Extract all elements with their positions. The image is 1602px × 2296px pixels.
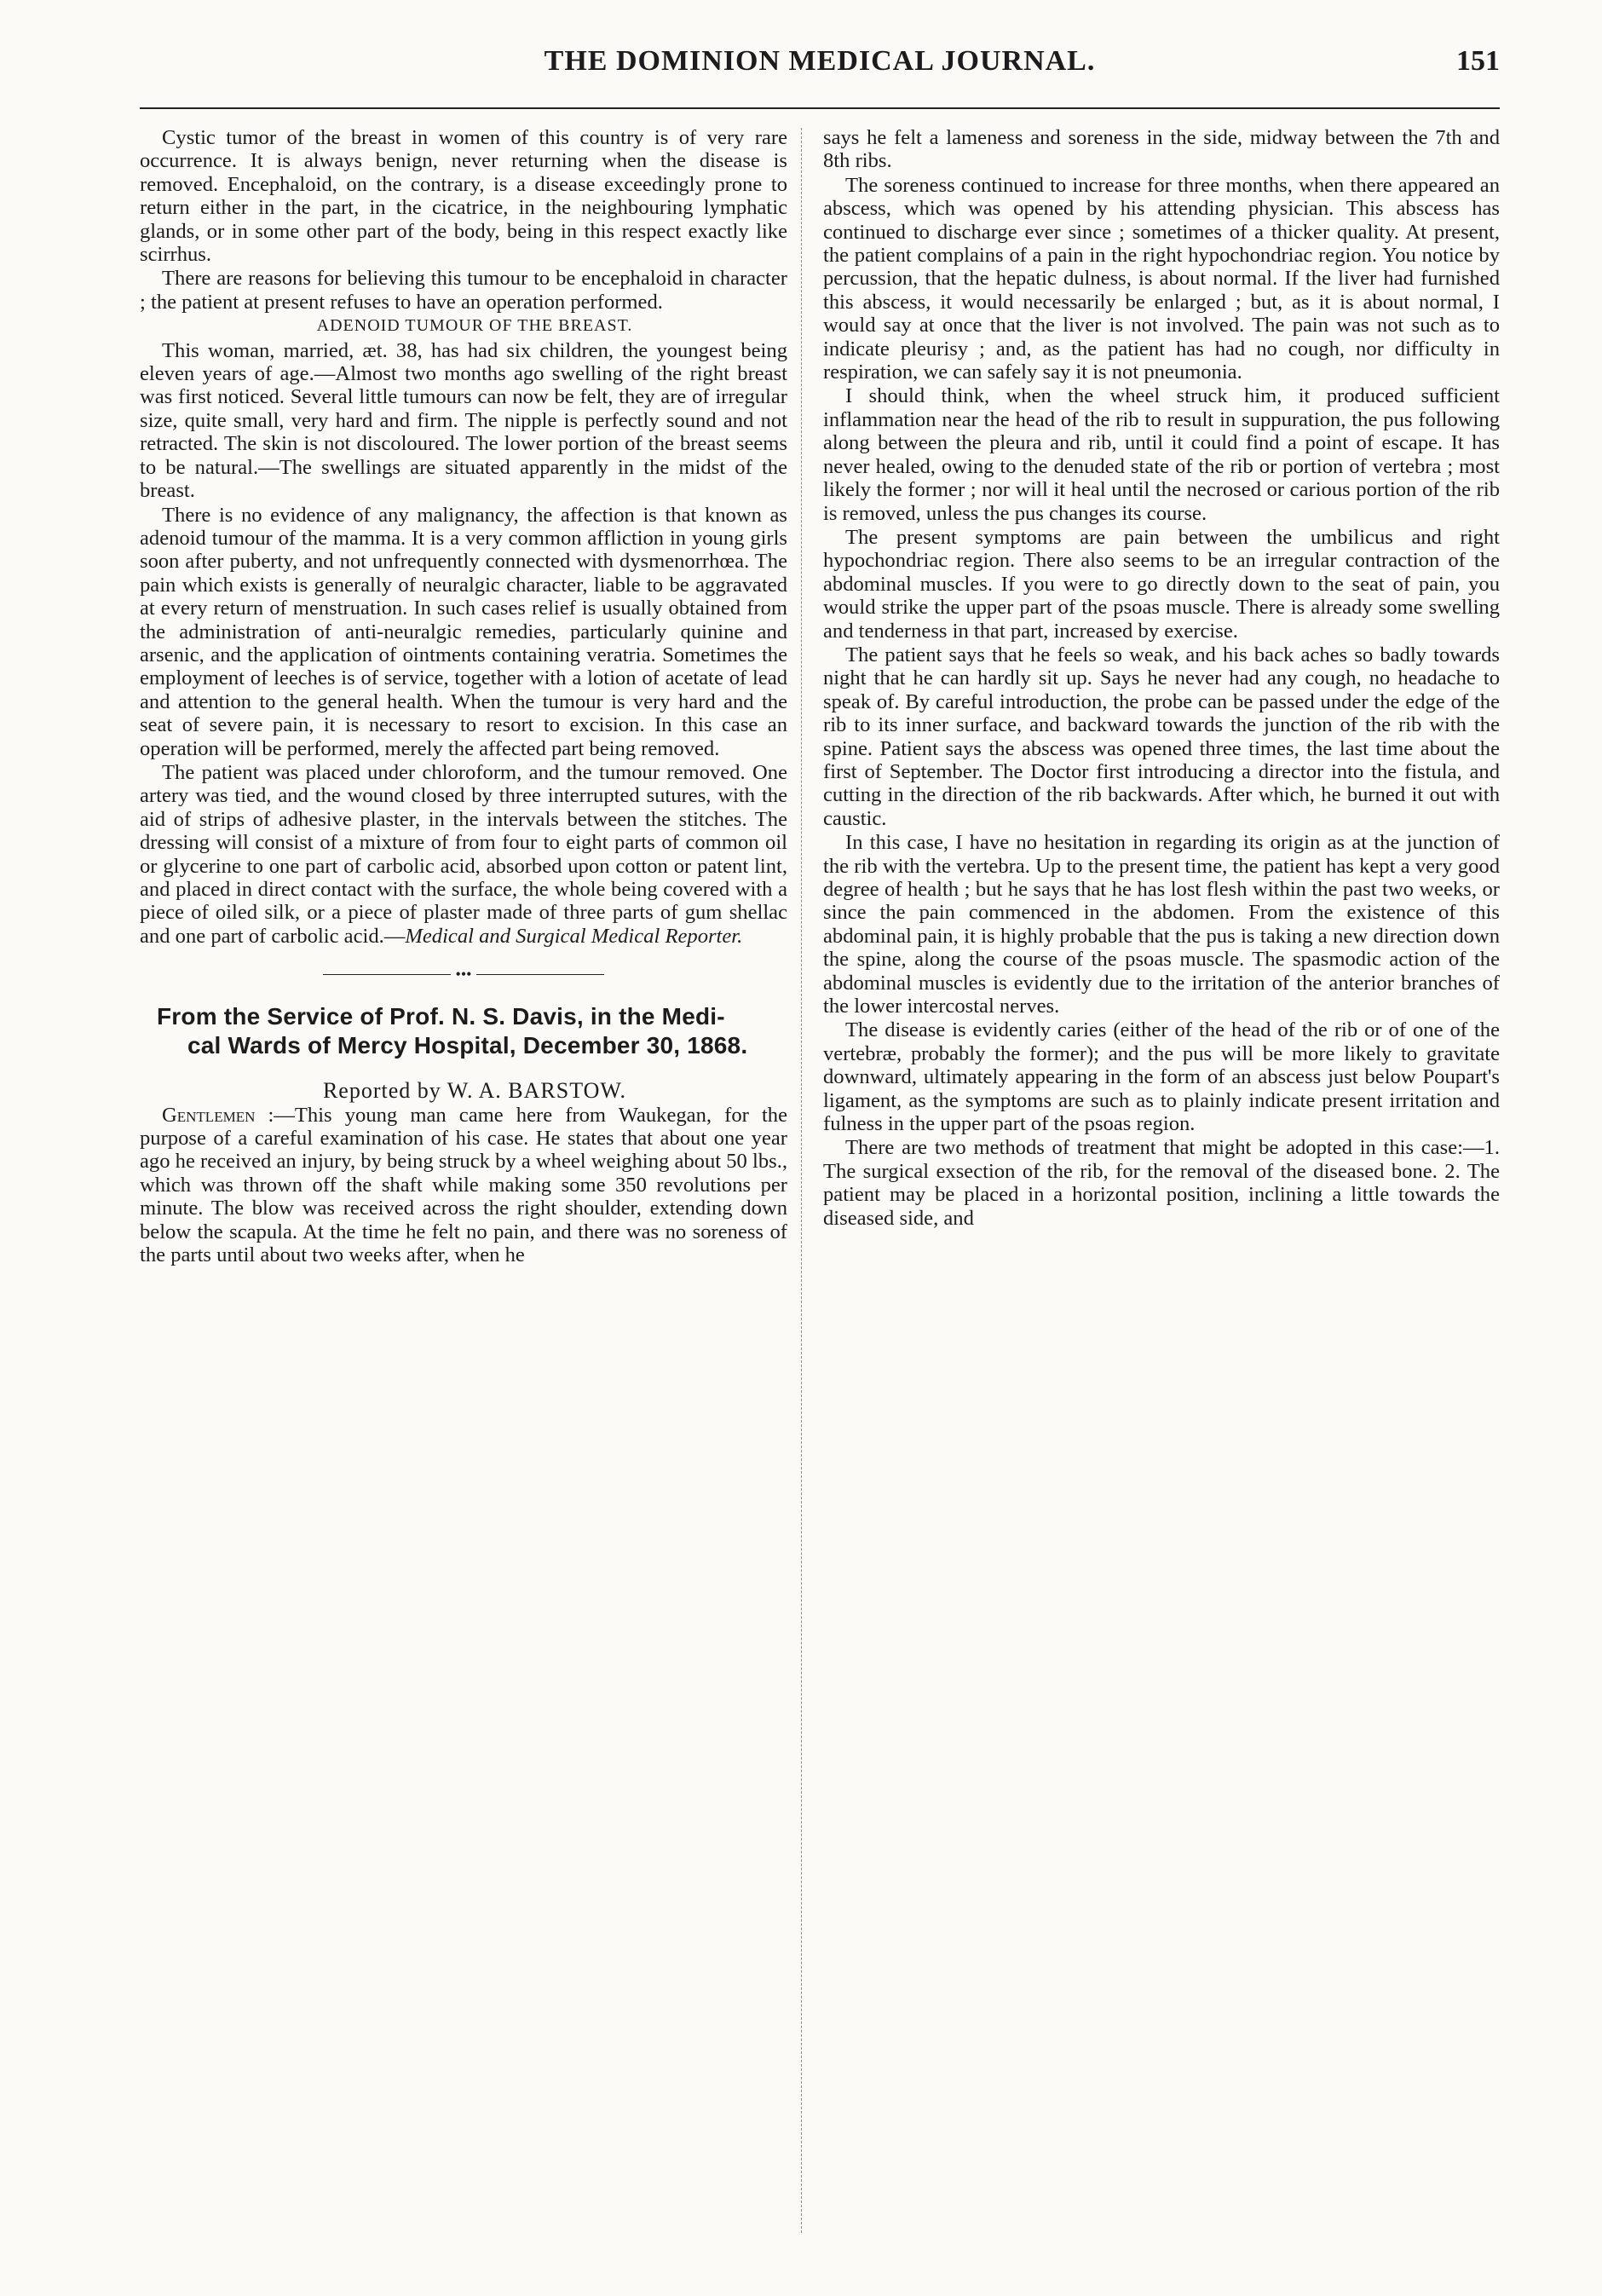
separator-line xyxy=(323,974,451,975)
paragraph: The disease is evidently caries (either of the head of the rib or of one of the vertebræ, probably the former); and the pus will be more likely to gravitate downward, ultimately appearing in the form of an abscess just below Poupart's ligament, as the symptoms are such as to plainly indicate present irritation and fulness in the upper part of the psoas region. xyxy=(823,1018,1500,1136)
paragraph: This woman, married, æt. 38, has had six children, the youngest being eleven years of age.—Almost two months ago swelling of the right breast was first noticed. Several little tumours can now be felt, they are of irregular size, quite small, very hard and firm. The nipple is perfectly sound and not retracted. The skin is not discoloured. The lower portion of the breast seems to be natural.—The swellings are situated apparently in the midst of the breast. xyxy=(140,338,787,503)
service-heading-line1: From the Service of Prof. N. S. Davis, in the Medi- xyxy=(157,1003,725,1030)
paragraph: Cystic tumor of the breast in women of this country is of very rare occurrence. It is always benign, never returning when the disease is removed. Encephaloid, on the contrary, is a disease exceedingly prone to return either in the part, in the cicatrice, in the neighbouring lymphatic glands, or in some other part of the body, being in this respect exactly like scirrhus. xyxy=(140,126,787,267)
separator-ornament: ••• xyxy=(455,966,472,984)
paragraph: There is no evidence of any malignancy, the affection is that known as adenoid tumour of the mamma. It is a very common affliction in young girls soon after puberty, and not unfrequently connected with dysmenorrhœa. The pain which exists is generally of neuralgic character, liable to be aggravated at every return of menstruation. In such cases relief is usually obtained from the administration of anti-neuralgic remedies, particularly quinine and arsenic, and the application of ointments containing veratria. Sometimes the employment of leeches is of service, together with a lotion of acetate of lead and attention to the general health. When the tumour is very hard and the seat of severe pain, it is necessary to resort to excision. In this case an operation will be performed, merely the affected part being removed. xyxy=(140,503,787,760)
reported-by: Reported by W. A. BARSTOW. xyxy=(322,1078,627,1104)
paragraph: In this case, I have no hesitation in regarding its origin as at the junction of the rib with the vertebra. Up to the present time, the patient has kept a very good degree of health ; but he says that he has lost flesh within the past two weeks, or since the pain commenced in the abdomen. From the existence of this abdominal pain, it is highly probable that the pus is taking a new direction down the spine, along the course of the psoas muscle. The spasmodic action of the abdominal muscles is evidently due to the irritation of the anterior branches of the lower intercostal nerves. xyxy=(823,831,1500,1018)
source-citation: Medical and Surgical Medical Reporter. xyxy=(405,924,743,948)
right-column xyxy=(823,126,1500,1231)
service-heading-line2: cal Wards of Mercy Hospital, December 30, 1868. xyxy=(187,1032,748,1059)
paragraph: The present symptoms are pain between the umbilicus and right hypochondriac region. There also seems to be an irregular contraction of the abdominal muscles. If you were to go directly down to the seat of pain, you would strike the upper part of the psoas muscle. There is already some swelling and tenderness in that part, increased by exercise. xyxy=(823,525,1500,643)
journal-title: THE DOMINION MEDICAL JOURNAL. xyxy=(544,45,1096,77)
paragraph: The patient says that he feels so weak, and his back aches so badly towards night that he can hardly sit up. Says he never had any cough, no headache to speak of. By careful introduction, the probe can be passed under the edge of the rib to its inner surface, and backward towards the junction of the rib with the spine. Patient says the abscess was opened three times, the last time about the first of September. The Doctor first introducing a director into the fistula, and cutting in the direction of the rib backwards. After which, he burned it out with caustic. xyxy=(823,643,1500,830)
separator-line xyxy=(476,974,604,975)
column-divider xyxy=(801,128,802,2233)
running-header xyxy=(140,44,1500,95)
paragraph: There are two methods of treatment that might be adopted in this case:—1. The surgical exsection of the rib, for the removal of the diseased bone. 2. The patient may be placed in a horizontal position, inclining a little towards the diseased side, and xyxy=(823,1136,1500,1230)
paragraph-text: The patient was placed under chloroform, and the tumour removed. One artery was tied, and the wound closed by three interrupted sutures, with the aid of strips of adhesive plaster, in the intervals between the stitches. The dressing will consist of a mixture of from four to eight parts of common oil or glycerine to one part of carbolic acid, absorbed upon cotton or patent lint, and placed in direct contact with the surface, the whole being covered with a piece of oiled silk, or a piece of plaster made of three parts of gum shellac and one part of carbolic acid.— xyxy=(140,760,787,948)
paragraph: says he felt a lameness and soreness in the side, midway between the 7th and 8th ribs. xyxy=(823,126,1500,173)
salutation: Gentlemen xyxy=(162,1103,256,1127)
section-separator xyxy=(140,965,787,982)
service-heading xyxy=(157,1002,787,1060)
paragraph: I should think, when the wheel struck him, it produced sufficient inflammation near the head of the rib to result in suppuration, the pus following along between the pleura and rib, until it could find a point of escape. It has never healed, owing to the denuded state of the rib or portion of vertebra ; most likely the former ; nor will it heal until the necrosed or carious portion of the rib is removed, unless the pus changes its course. xyxy=(823,384,1500,525)
page-number: 151 xyxy=(1456,45,1500,77)
left-column xyxy=(140,126,787,1267)
paragraph: The soreness continued to increase for three months, when there appeared an abscess, which was opened by his attending physician. This abscess has continued to discharge ever since ; sometimes of a thicker quality. At present, the patient complains of a pain in the right hypochondriac region. You notice by percussion, that the hepatic dulness, is about normal. If the liver had furnished this abscess, it would necessarily be enlarged ; but, as it is about normal, I would say at once that the liver is not involved. The pain was not such as to indicate pleurisy ; and, as the patient has had no cough, nor difficulty in respiration, we can safely say it is not pneumonia. xyxy=(823,173,1500,384)
paragraph xyxy=(140,761,787,948)
paragraph-text: :—This young man came here from Waukegan, for the purpose of a careful examination of his case. He states that about one year ago he received an injury, by being struck by a wheel weighing about 50 lbs., which was thrown off the shaft while making some 350 revolutions per minute. The blow was received across the right shoulder, extending down below the scapula. At the time he felt no pain, and there was no soreness of the parts until about two weeks after, when he xyxy=(140,1103,787,1266)
paragraph: There are reasons for believing this tumour to be encephaloid in character ; the patient at present refuses to have an operation performed. xyxy=(140,267,787,314)
section-heading-adenoid: ADENOID TUMOUR OF THE BREAST. xyxy=(316,316,633,336)
header-rule xyxy=(140,107,1500,109)
paragraph xyxy=(140,1104,787,1267)
